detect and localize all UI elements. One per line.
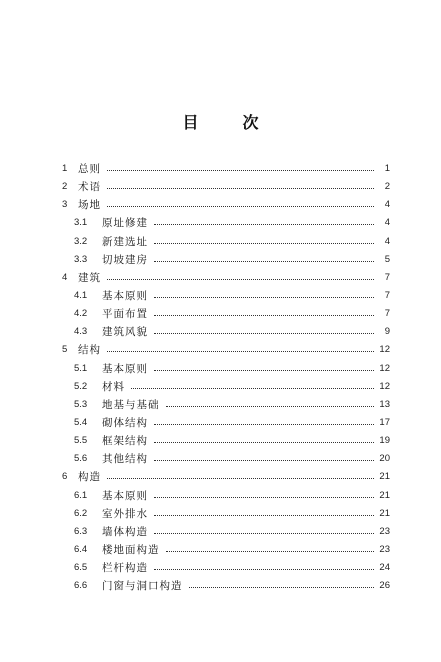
toc-entry-number: 6.2: [74, 507, 88, 519]
dot-leader: [154, 459, 374, 461]
toc-entry-number: 5.6: [74, 453, 88, 465]
dot-leader: [154, 332, 374, 334]
dot-leader: [154, 296, 374, 298]
toc-entry-page-number: 24: [379, 562, 390, 574]
toc-section-entry: [62, 305, 390, 323]
dot-leader: [154, 369, 374, 371]
dot-leader: [107, 350, 374, 352]
toc-entry-label: 建筑风貌: [102, 326, 148, 339]
dot-leader: [189, 586, 375, 588]
dot-leader: [154, 260, 374, 262]
toc-entry-label: 原址修建: [102, 217, 148, 230]
toc-entry-page-number: 26: [379, 580, 390, 592]
toc-entry-label: 基本原则: [102, 489, 148, 502]
toc-entry-page-number: 4: [384, 217, 390, 229]
toc-entry-number: 5: [62, 344, 68, 356]
toc-entry-number: 2: [62, 181, 68, 193]
toc-entry-label: 材料: [102, 380, 125, 393]
toc-entry-number: 1: [62, 163, 68, 175]
dot-leader: [166, 405, 375, 407]
toc-section-entry: [62, 505, 390, 523]
toc-chapter-entry: [62, 269, 390, 287]
toc-section-entry: [62, 323, 390, 341]
toc-section-entry: [62, 360, 390, 378]
toc-section-entry: [62, 233, 390, 251]
toc-entry-page-number: 7: [384, 308, 390, 320]
toc-section-entry: [62, 559, 390, 577]
toc-entry-page-number: 4: [384, 235, 390, 247]
toc-entry-label: 门窗与洞口构造: [102, 580, 183, 593]
toc-entry-page-number: 2: [384, 181, 390, 193]
dot-leader: [154, 223, 374, 225]
toc-section-entry: [62, 577, 390, 595]
toc-section-entry: [62, 432, 390, 450]
table-of-contents: [62, 160, 390, 595]
toc-entry-page-number: 7: [384, 290, 390, 302]
toc-chapter-entry: [62, 341, 390, 359]
dot-leader: [154, 496, 374, 498]
toc-entry-label: 砌体结构: [102, 417, 148, 430]
toc-entry-number: 4.1: [74, 290, 88, 302]
dot-leader: [107, 169, 374, 171]
toc-entry-number: 6.4: [74, 544, 88, 556]
toc-section-entry: [62, 541, 390, 559]
toc-entry-page-number: 13: [379, 398, 390, 410]
toc-entry-label: 基本原则: [102, 362, 148, 375]
toc-entry-label: 总则: [78, 163, 101, 176]
toc-chapter-entry: [62, 160, 390, 178]
dot-leader: [166, 550, 375, 552]
toc-entry-number: 6.5: [74, 562, 88, 574]
toc-entry-number: 5.1: [74, 362, 88, 374]
dot-leader: [154, 314, 374, 316]
toc-entry-label: 楼地面构造: [102, 544, 160, 557]
dot-leader: [154, 441, 374, 443]
toc-entry-number: 6: [62, 471, 68, 483]
toc-entry-page-number: 21: [379, 489, 390, 501]
toc-entry-page-number: 7: [384, 271, 390, 283]
dot-leader: [154, 568, 374, 570]
toc-section-entry: [62, 251, 390, 269]
dot-leader: [131, 387, 374, 389]
toc-entry-page-number: 1: [384, 163, 390, 175]
toc-entry-label: 基本原则: [102, 290, 148, 303]
dot-leader: [154, 514, 374, 516]
toc-entry-label: 框架结构: [102, 435, 148, 448]
toc-section-entry: [62, 396, 390, 414]
toc-entry-number: 4.3: [74, 326, 88, 338]
toc-entry-number: 4.2: [74, 308, 88, 320]
toc-entry-page-number: 12: [379, 344, 390, 356]
toc-entry-label: 地基与基础: [102, 398, 160, 411]
toc-entry-page-number: 5: [384, 253, 390, 265]
toc-entry-page-number: 12: [379, 380, 390, 392]
toc-section-entry: [62, 287, 390, 305]
toc-section-entry: [62, 378, 390, 396]
toc-entry-label: 平面布置: [102, 308, 148, 321]
toc-entry-number: 4: [62, 271, 68, 283]
dot-leader: [107, 477, 374, 479]
toc-entry-number: 3.1: [74, 217, 88, 229]
toc-section-entry: [62, 414, 390, 432]
toc-entry-page-number: 20: [379, 453, 390, 465]
toc-entry-number: 5.5: [74, 435, 88, 447]
toc-entry-label: 室外排水: [102, 507, 148, 520]
toc-section-entry: [62, 487, 390, 505]
toc-entry-label: 栏杆构造: [102, 562, 148, 575]
toc-entry-number: 5.4: [74, 417, 88, 429]
toc-entry-page-number: 23: [379, 544, 390, 556]
toc-entry-page-number: 19: [379, 435, 390, 447]
toc-entry-label: 其他结构: [102, 453, 148, 466]
toc-entry-page-number: 21: [379, 507, 390, 519]
toc-entry-number: 5.3: [74, 398, 88, 410]
toc-chapter-entry: [62, 178, 390, 196]
toc-entry-number: 3.3: [74, 253, 88, 265]
toc-entry-page-number: 23: [379, 525, 390, 537]
toc-entry-label: 切坡建房: [102, 253, 148, 266]
toc-entry-number: 6.1: [74, 489, 88, 501]
toc-entry-number: 6.6: [74, 580, 88, 592]
dot-leader: [107, 278, 374, 280]
toc-entry-label: 构造: [78, 471, 101, 484]
toc-entry-label: 结构: [78, 344, 101, 357]
toc-entry-number: 3: [62, 199, 68, 211]
page-title: 目 次: [182, 113, 273, 132]
toc-section-entry: [62, 523, 390, 541]
toc-section-entry: [62, 214, 390, 232]
toc-entry-label: 场地: [78, 199, 101, 212]
toc-entry-label: 建筑: [78, 271, 101, 284]
toc-entry-page-number: 9: [384, 326, 390, 338]
toc-entry-page-number: 17: [379, 417, 390, 429]
toc-entry-label: 墙体构造: [102, 525, 148, 538]
toc-entry-number: 5.2: [74, 380, 88, 392]
toc-entry-page-number: 12: [379, 362, 390, 374]
toc-entry-number: 3.2: [74, 235, 88, 247]
dot-leader: [107, 205, 374, 207]
toc-chapter-entry: [62, 196, 390, 214]
dot-leader: [107, 187, 374, 189]
toc-entry-label: 新建选址: [102, 235, 148, 248]
toc-entry-page-number: 21: [379, 471, 390, 483]
toc-chapter-entry: [62, 468, 390, 486]
dot-leader: [154, 242, 374, 244]
toc-entry-page-number: 4: [384, 199, 390, 211]
toc-entry-number: 6.3: [74, 525, 88, 537]
dot-leader: [154, 423, 374, 425]
dot-leader: [154, 532, 374, 534]
toc-entry-label: 术语: [78, 181, 101, 194]
toc-section-entry: [62, 450, 390, 468]
